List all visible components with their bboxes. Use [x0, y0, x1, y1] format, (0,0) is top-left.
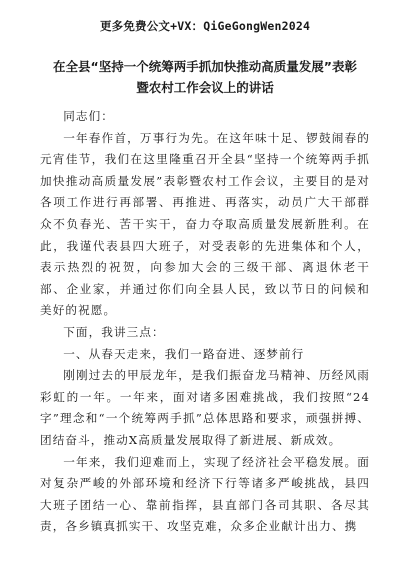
section-heading-1: 一、从春天走来，我们一路奋进、逐梦前行: [63, 346, 305, 361]
paragraph-review: 刚刚过去的甲辰龙年，是我们振奋龙马精神、历经风雨彩虹的一年。一年来，面对诸多困难挑战，我们按照“24字”理念和“一个统筹两手抓”总体思路和要求，顽强拼搏、团结奋斗，推动X高质量发展取得了新进展、新成效。: [40, 368, 370, 447]
paragraph-economy: 一年来，我们迎难而上，实现了经济社会平稳发展。面对复杂严峻的外部环境和经济下行等诸多严峻挑战，县四大班子团结一心、靠前指挥，县直部门各司其职、各尽其责，各乡镇真抓实干、攻坚克难，众多企业献计出力、携: [40, 454, 370, 534]
salutation: 同志们：: [63, 109, 114, 123]
speech-body: [40, 106, 370, 538]
paragraph-opening: 一年春作首，万事行为先。在这年味十足、锣鼓闹春的元宵佳节，我们在这里隆重召开全县“坚持一个统筹两手抓加快推动高质量发展”表彰暨农村工作会议，主要目的是对各项工作进行再部署、再推进、再落实，动员广大干部群众不负春光、苦干实干，奋力夺取高质量发展新胜利。在此，我谨代表县四大班子，对受表彰的先进集体和个人，表示热烈的祝贺，向参加大会的三级干部、离退休老干部、企业家，并通过你们向全县人民，致以节日的问候和美好的祝愿。: [40, 130, 370, 318]
speech-title: [40, 56, 370, 98]
title-line-2: 暨农村工作会议上的讲话: [136, 80, 274, 95]
title-line-1: 在全县“坚持一个统筹两手抓加快推动高质量发展”表彰: [53, 59, 357, 74]
page-header: 更多免费公文+VX：QiGeGongWen2024: [99, 19, 311, 33]
paragraph-outline: 下面，我讲三点：: [63, 324, 165, 339]
